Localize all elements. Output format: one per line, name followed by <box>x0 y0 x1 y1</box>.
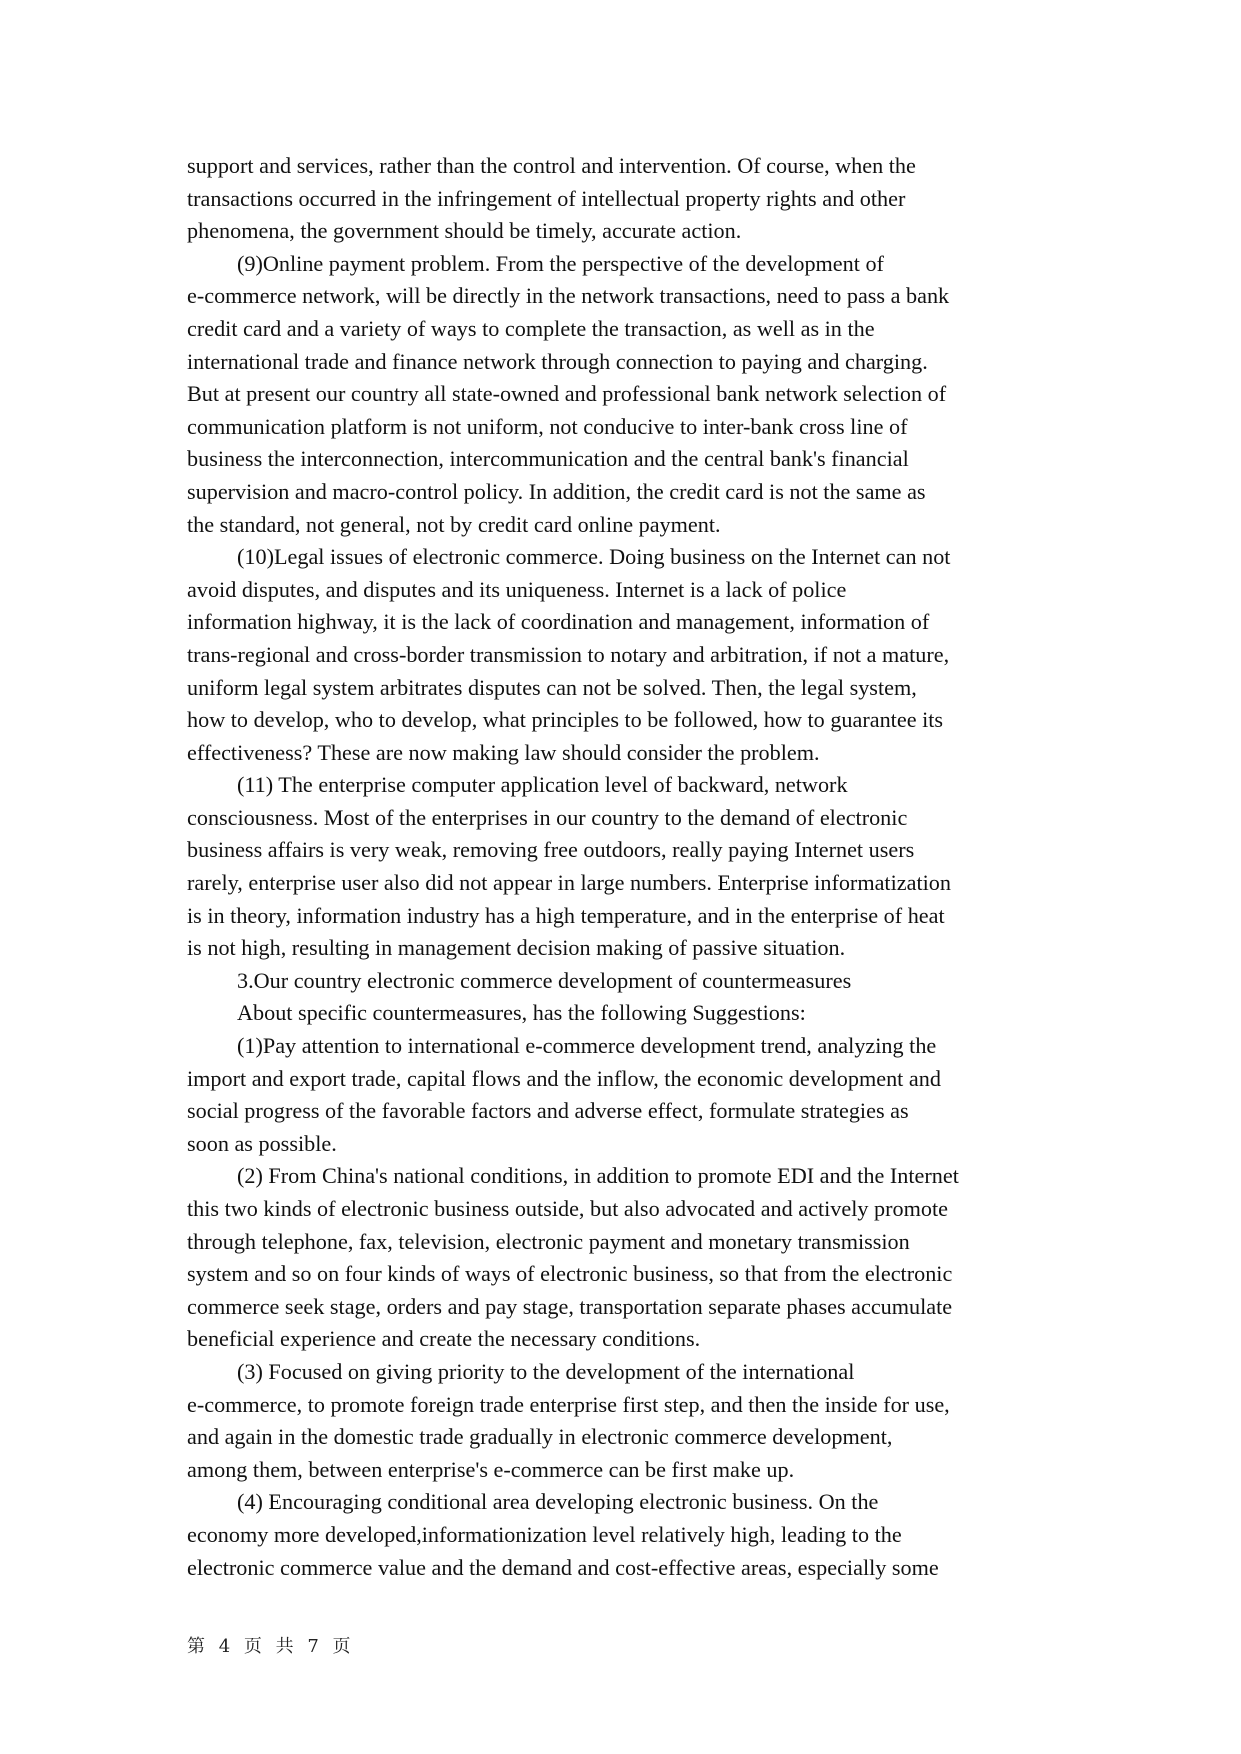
text-line: is not high, resulting in management decision making of passive situation. <box>187 935 846 961</box>
text-line: information highway, it is the lack of coordination and management, information of <box>187 609 930 635</box>
text-line: the standard, not general, not by credit card online payment. <box>187 511 721 537</box>
text-line: trans-regional and cross-border transmission to notary and arbitration, if not a mature, <box>187 641 950 667</box>
text-line: 3.Our country electronic commerce development of countermeasures <box>237 967 852 993</box>
text-line: international trade and finance network through connection to paying and charging. <box>187 348 928 374</box>
text-line: (3) Focused on giving priority to the development of the international <box>237 1358 855 1384</box>
paragraph <box>187 1356 1057 1486</box>
text-line: (11) The enterprise computer application level of backward, network <box>237 772 848 798</box>
text-line: phenomena, the government should be timely, accurate action. <box>187 218 742 244</box>
text-line: (9)Online payment problem. From the perspective of the development of <box>237 250 884 276</box>
paragraph <box>187 1030 1057 1160</box>
text-line: import and export trade, capital flows and the inflow, the economic development and <box>187 1065 941 1091</box>
text-line: system and so on four kinds of ways of electronic business, so that from the electronic <box>187 1261 953 1287</box>
text-line: effectiveness? These are now making law should consider the problem. <box>187 739 820 765</box>
text-line: e-commerce, to promote foreign trade enterprise first step, and then the inside for use, <box>187 1391 950 1417</box>
paragraph <box>187 965 1057 998</box>
text-line: electronic commerce value and the demand and cost-effective areas, especially some <box>187 1554 939 1580</box>
text-line: this two kinds of electronic business outside, but also advocated and actively promote <box>187 1196 948 1221</box>
text-line: But at present our country all state-owned and professional bank network selection of <box>187 381 947 407</box>
text-line: through telephone, fax, television, electronic payment and monetary transmission <box>187 1228 910 1254</box>
text-line: soon as possible. <box>187 1130 337 1156</box>
paragraph <box>187 150 1057 248</box>
text-line: (10)Legal issues of electronic commerce. Doing business on the Internet can not <box>237 544 951 570</box>
text-line: business affairs is very weak, removing free outdoors, really paying Internet users <box>187 837 915 863</box>
paragraph <box>187 997 1057 1030</box>
document-body <box>187 150 1057 1584</box>
page-number-footer: 第 4 页 共 7 页 <box>187 1636 355 1657</box>
text-line: avoid disputes, and disputes and its uniqueness. Internet is a lack of police <box>187 576 847 602</box>
text-line: and again in the domestic trade gradually in electronic commerce development, <box>187 1424 893 1450</box>
text-line: among them, between enterprise's e-commerce can be first make up. <box>187 1456 795 1482</box>
text-line: credit card and a variety of ways to complete the transaction, as well as in the <box>187 315 875 341</box>
paragraph <box>187 248 1057 541</box>
text-line: economy more developed,informationization level relatively high, leading to the <box>187 1521 902 1547</box>
text-line: uniform legal system arbitrates disputes can not be solved. Then, the legal system, <box>187 674 917 700</box>
text-line: supervision and macro-control policy. In addition, the credit card is not the same as <box>187 478 926 504</box>
text-line: commerce seek stage, orders and pay stage, transportation separate phases accumulate <box>187 1293 953 1319</box>
text-line: is in theory, information industry has a high temperature, and in the enterprise of heat <box>187 902 945 928</box>
text-line: transactions occurred in the infringement of intellectual property rights and other <box>187 185 906 211</box>
text-line: rarely, enterprise user also did not appear in large numbers. Enterprise informatization <box>187 870 951 896</box>
text-line: (4) Encouraging conditional area developing electronic business. On the <box>237 1489 879 1515</box>
text-line: business the interconnection, intercommunication and the central bank's financial <box>187 446 909 472</box>
text-line: e-commerce network, will be directly in the network transactions, need to pass a bank <box>187 283 950 309</box>
text-line: consciousness. Most of the enterprises in our country to the demand of electronic <box>187 804 908 830</box>
text-line: support and services, rather than the control and intervention. Of course, when the <box>187 153 916 178</box>
text-line: social progress of the favorable factors and adverse effect, formulate strategies as <box>187 1098 909 1124</box>
paragraph <box>187 541 1057 769</box>
text-line: communication platform is not uniform, not conducive to inter-bank cross line of <box>187 413 908 439</box>
text-line: (1)Pay attention to international e-commerce development trend, analyzing the <box>237 1033 937 1059</box>
text-line: how to develop, who to develop, what principles to be followed, how to guarantee its <box>187 707 944 733</box>
text-line: (2) From China's national conditions, in addition to promote EDI and the Internet <box>237 1163 959 1189</box>
paragraph <box>187 769 1057 965</box>
text-line: beneficial experience and create the necessary conditions. <box>187 1326 701 1352</box>
paragraph <box>187 1486 1057 1584</box>
text-line: About specific countermeasures, has the following Suggestions: <box>237 1000 806 1026</box>
paragraph <box>187 1160 1057 1356</box>
